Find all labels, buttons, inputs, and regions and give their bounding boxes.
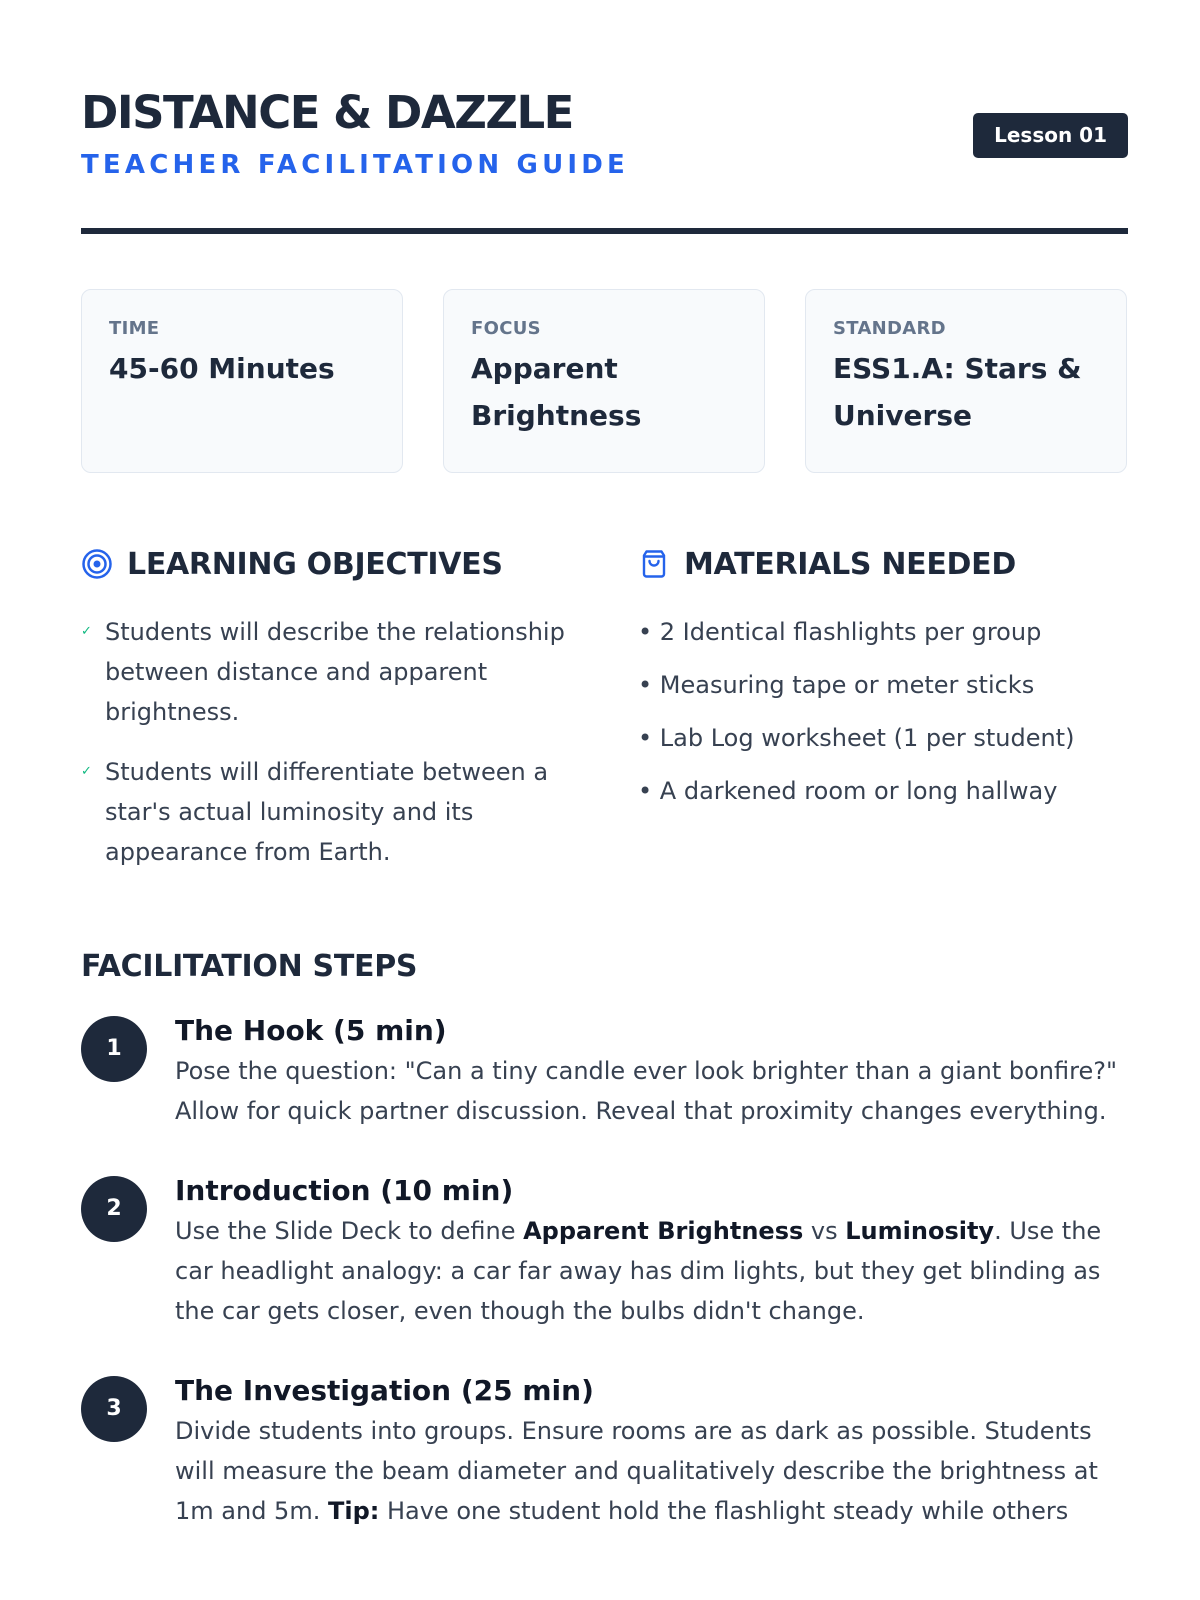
objectives-heading [81,542,571,586]
list-item: • 2 Identical flashlights per group [638,618,1042,646]
step-text: . Use the car headlight analogy: a car far away has dim lights, but they get blinding as the car gets closer, even though the bulbs didn't change. [175,1217,1102,1325]
step-item [81,1171,1128,1331]
section-title: FACILITATION STEPS [81,949,418,984]
objective-text: Students will differentiate between a star's actual luminosity and its appearance from Earth. [105,758,549,866]
step-description [175,1211,1128,1331]
header-divider [81,228,1128,234]
list-item [81,612,571,732]
step-number-badge: 2 [81,1176,147,1242]
step-text: Have one student hold the flashlight steady while others [379,1497,1069,1525]
facilitation-steps-section [81,945,1128,1571]
standard-card [805,289,1127,473]
tip-label: Tip: [327,1497,380,1525]
materials-heading [638,542,1128,586]
shopping-bag-icon [638,548,670,580]
step-title: The Investigation (25 min) [175,1374,594,1407]
section-title: MATERIALS NEEDED [684,546,1016,582]
card-value: ESS1.A: Stars & Universe [833,352,1082,432]
learning-objectives-section [81,542,571,892]
step-title: The Hook (5 min) [175,1014,447,1047]
step-item [81,1371,1128,1531]
step-number-badge: 3 [81,1376,147,1442]
document-title: DISTANCE & DAZZLE [81,86,573,139]
section-title: LEARNING OBJECTIVES [127,546,503,582]
list-item: • Lab Log worksheet (1 per student) [638,724,1075,752]
lesson-badge: Lesson 01 [973,113,1128,158]
materials-list [638,612,1128,811]
step-description [175,1051,1128,1131]
step-text: vs [803,1217,846,1245]
document-subtitle: TEACHER FACILITATION GUIDE [81,150,630,180]
objectives-list [81,612,571,872]
focus-card [443,289,765,473]
term-apparent-brightness: Apparent Brightness [523,1217,804,1245]
step-description [175,1411,1128,1531]
card-label: FOCUS [471,318,541,339]
step-text: Pose the question: "Can a tiny candle ever look brighter than a giant bonfire?" Allow for quick partner discussion. Reveal that proximity changes everything. [175,1057,1117,1125]
card-value: 45-60 Minutes [109,352,335,385]
document-header [81,84,1128,234]
time-card [81,289,403,473]
list-item [81,752,571,872]
step-item [81,1011,1128,1131]
list-item: • A darkened room or long hallway [638,777,1058,805]
card-label: TIME [109,318,160,339]
materials-needed-section [638,542,1128,824]
check-icon: ✓ [81,624,92,639]
step-text: Divide students into groups. Ensure rooms are as dark as possible. Students will measure the beam diameter and qualitatively describe the brightness at 1m and 5m. [175,1417,1098,1525]
card-label: STANDARD [833,318,946,339]
objective-text: Students will describe the relationship between distance and apparent brightness. [105,618,565,726]
step-text: Use the Slide Deck to define [175,1217,524,1245]
lesson-info-cards [81,289,1128,473]
list-item: • Measuring tape or meter sticks [638,671,1035,699]
check-icon: ✓ [81,764,92,779]
step-title: Introduction (10 min) [175,1174,514,1207]
target-icon [81,548,113,580]
step-number-badge: 1 [81,1016,147,1082]
facilitation-guide-page [81,0,1128,1600]
card-value: Apparent Brightness [471,352,642,432]
term-luminosity: Luminosity [845,1217,995,1245]
